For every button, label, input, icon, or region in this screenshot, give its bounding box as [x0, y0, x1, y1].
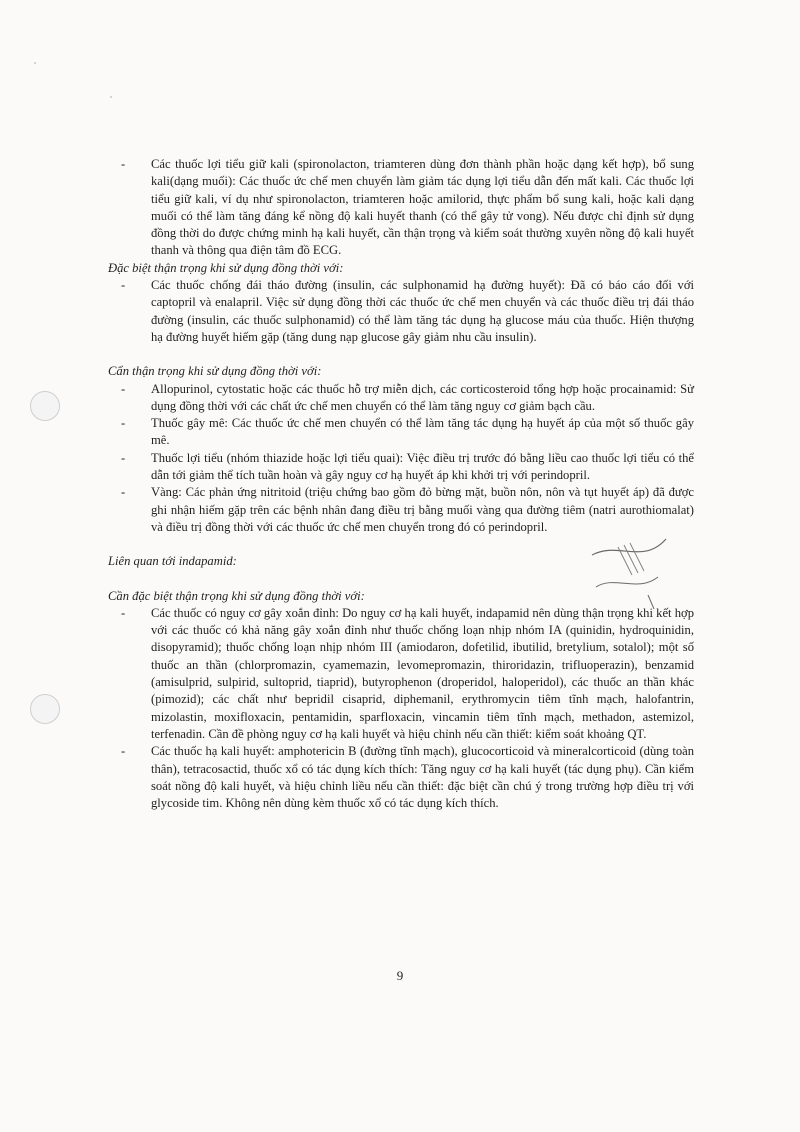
ink-mark [588, 535, 678, 610]
list-item: - Các thuốc có nguy cơ gây xoắn đỉnh: Do nguy cơ hạ kali huyết, indapamid nên dùng thận trọng khi kết hợp với các thuốc có khả năng gây xoắn đỉnh như thuốc chống loạn nhịp nhóm IA (quinidin, hydroquinidin, disopyramid); thuốc chống loạn nhịp nhóm III (amiodaron, dofetilid, ibutilid, bretylium, sotalol); một số thuốc an thần (chlorpromazin, cyamemazin, levomepromazin, thiroridazin, trifluoperazin), benzamid (amisulprid, sulpirid, sultoprid, tiaprid), butyrophenon (droperidol, haloperidol), các thuốc an thần khác (pimozid); các chất như bepridil cisaprid, diphemanil, erythromycin tiêm tĩnh mạch, halofantrin, mizolastin, moxifloxacin, pentamidin, sparfloxacin, vincamin tiêm tĩnh mạch, methadon, astemizol, terfenadin. Cần đề phòng nguy cơ hạ kali huyết và hiệu chỉnh nếu cần thiết: kiểm soát khoảng QT. [106, 605, 694, 743]
list-item: - Thuốc gây mê: Các thuốc ức chế men chuyển có thể làm tăng tác dụng hạ huyết áp của một số thuốc gây mê. [106, 415, 694, 450]
list-item: - Các thuốc chống đái tháo đường (insulin, các sulphonamid hạ đường huyết): Đã có báo cáo đối với captopril và enalapril. Việc sử dụng đồng thời các thuốc ức chế men chuyển và các thuốc điều trị đái tháo đường (insulin, các thuốc sulphonamid) có thể làm tăng tác dụng hạ glucose máu của thuốc. Hiện thượng hạ đường huyết hiếm gặp (tăng dung nạp glucose gây giảm nhu cầu insulin). [106, 277, 694, 346]
list-item: - Thuốc lợi tiểu (nhóm thiazide hoặc lợi tiểu quai): Việc điều trị trước đó bằng liều cao thuốc lợi tiểu có thể dẫn tới giảm thể tích tuần hoàn và gây nguy cơ hạ huyết áp khi khởi trị với perindopril. [106, 450, 694, 485]
section-heading: Đặc biệt thận trọng khi sử dụng đồng thời với: [108, 260, 344, 275]
spacer [106, 346, 694, 363]
list-item: - Các thuốc lợi tiểu giữ kali (spironolacton, triamteren dùng đơn thành phần hoặc dạng kết hợp), bổ sung kali(dạng muối): Các thuốc ức chế men chuyển làm giảm tác dụng lợi tiểu dẫn đến mất kali. Các thuốc lợi tiểu giữ kali, ví dụ như spironolacton, triamteren hoặc amilorid, thực phẩm bổ sung kali, hoặc kali dạng muối có thể làm tăng đáng kể nồng độ kali huyết thanh (có thể gây tử vong). Nếu được chỉ định sử dụng đồng thời do được chứng minh hạ kali huyết, cần thận trọng và kiểm soát thường xuyên nồng độ kali huyết thanh và thông qua điện tâm đồ ECG. [106, 156, 694, 260]
scan-speck [34, 62, 36, 64]
punch-hole [30, 694, 60, 724]
page-number: 9 [396, 968, 404, 983]
list-item: - Vàng: Các phản ứng nitritoid (triệu chứng bao gồm đỏ bừng mặt, buồn nôn, nôn và tụt huyết áp) đã được ghi nhận hiếm gặp trên các bệnh nhân đang điều trị bằng muối vàng qua đường tiêm (natri aurothiomalat) và điều trị đồng thời với các thuốc ức chế men chuyển trong đó có perindopril. [106, 484, 694, 536]
scan-speck [110, 96, 112, 98]
list-item: - Các thuốc hạ kali huyết: amphotericin B (đường tĩnh mạch), glucocorticoid và mineralcorticoid (dùng toàn thân), tetracosactid, thuốc xổ có tác dụng kích thích: Tăng nguy cơ hạ kali huyết (tác dụng phụ). Cần kiểm soát nồng độ kali huyết, và hiệu chỉnh liều nếu cần thiết: đặc biệt cần chú ý trong trường hợp điều trị với glycoside tim. Không nên dùng kèm thuốc xổ có tác dụng kích thích. [106, 743, 694, 812]
document-body [106, 156, 694, 812]
section-heading: Cần đặc biệt thận trọng khi sử dụng đồng thời với: [108, 588, 365, 603]
section-heading: Liên quan tới indapamid: [108, 554, 237, 569]
section-heading: Cẩn thận trọng khi sử dụng đồng thời với: [108, 364, 322, 379]
punch-hole [30, 391, 60, 421]
list-item: - Allopurinol, cytostatic hoặc các thuốc hỗ trợ miễn dịch, các corticosteroid tổng hợp hoặc procainamid: Sử dụng đồng thời với các chất ức chế men chuyển có thể làm tăng nguy cơ giảm bạch cầu. [106, 381, 694, 416]
